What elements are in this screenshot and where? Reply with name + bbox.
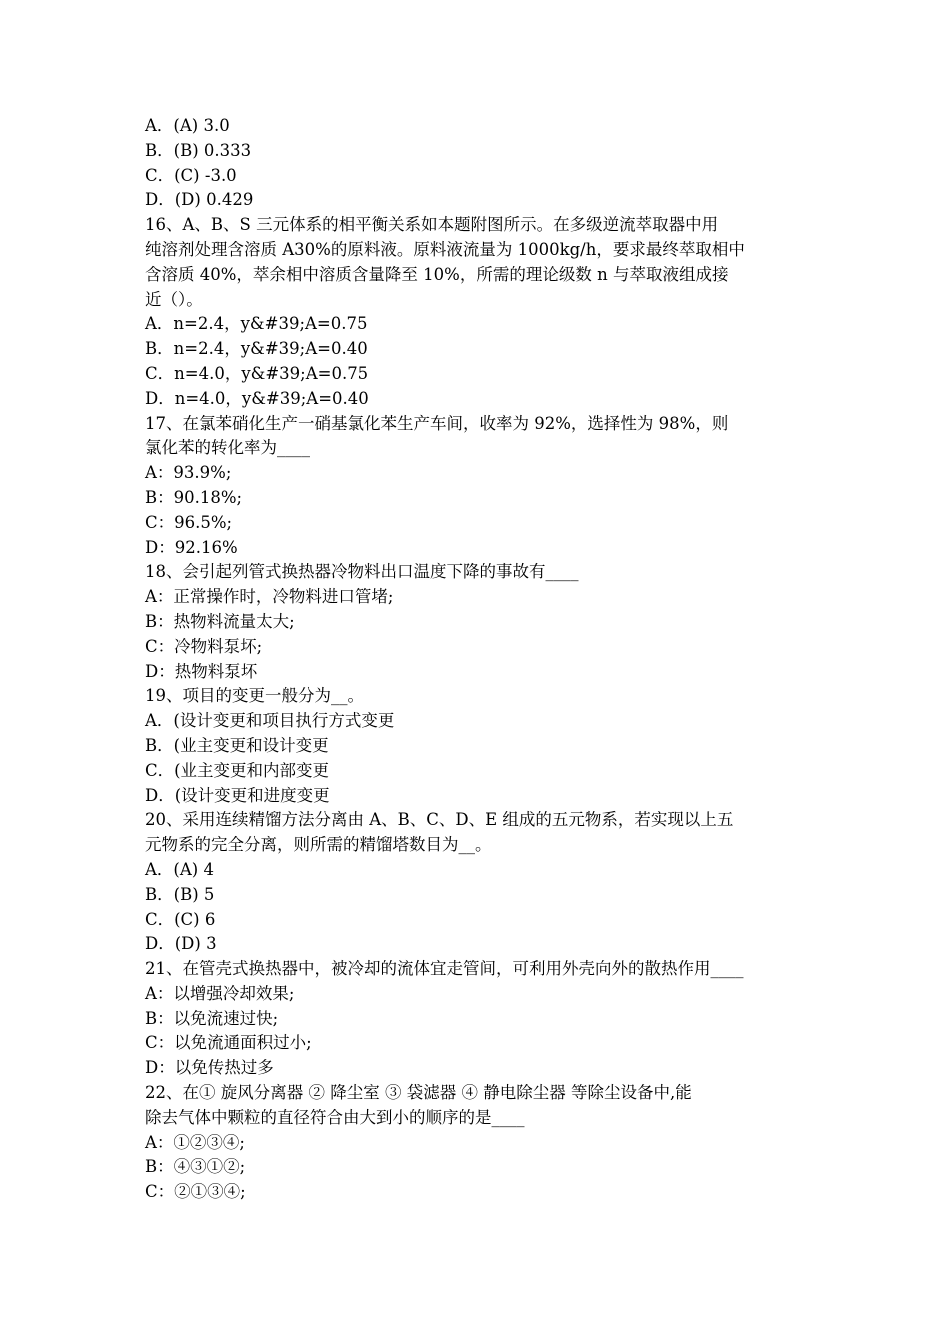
question-21: [145, 957, 807, 1081]
option-d: D．(D) 3: [145, 934, 217, 954]
question-stem-line: 20、采用连续精馏方法分离由 A、B、C、D、E 组成的五元物系，若实现以上五: [145, 810, 734, 830]
option-d: D．n=4.0，y&#39;A=0.40: [145, 388, 369, 408]
option-b: B：④③①②;: [145, 1157, 246, 1177]
question-list: [145, 114, 807, 1205]
question-22: [145, 1081, 807, 1205]
option-a: A：93.9%;: [145, 463, 232, 483]
option-b: B：以免流速过快;: [145, 1008, 279, 1028]
question-stem-line: 17、在氯苯硝化生产一硝基氯化苯生产车间，收率为 92%，选择性为 98%，则: [145, 413, 729, 433]
question-stem-line: 含溶质 40%，萃余相中溶质含量降至 10%，所需的理论级数 n 与萃取液组成接: [145, 264, 729, 284]
option-a: A．n=2.4，y&#39;A=0.75: [145, 314, 368, 334]
option-d: D：92.16%: [145, 537, 238, 557]
question-stem-line: 18、会引起列管式换热器冷物料出口温度下降的事故有____: [145, 562, 579, 582]
option-b: B．(B) 0.333: [145, 140, 252, 160]
option-d: D：以免传热过多: [145, 1058, 274, 1078]
option-b: B：热物料流量太大;: [145, 611, 295, 631]
question-stem-line: 16、A、B、S 三元体系的相平衡关系如本题附图所示。在多级逆流萃取器中用: [145, 215, 719, 235]
question-stem-line: 氯化苯的转化率为____: [145, 438, 310, 458]
option-c: C．(业主变更和内部变更: [145, 760, 330, 780]
question-stem-line: 19、项目的变更一般分为__。: [145, 686, 364, 706]
question-stem-line: 21、在管壳式换热器中，被冷却的流体宜走管间，可利用外壳向外的散热作用____: [145, 959, 744, 979]
option-b: B．(B) 5: [145, 884, 215, 904]
question-16: [145, 213, 807, 411]
option-a: A：以增强冷却效果;: [145, 983, 295, 1003]
question-stem-line: 纯溶剂处理含溶质 A30%的原料液。原料液流量为 1000kg/h，要求最终萃取相中: [145, 239, 745, 259]
question-19: [145, 684, 807, 808]
question-18: [145, 560, 807, 684]
question-stem-line: 除去气体中颗粒的直径符合由大到小的顺序的是____: [145, 1107, 525, 1127]
option-c: C：冷物料泵坏;: [145, 636, 263, 656]
option-a: A：正常操作时，冷物料进口管堵;: [145, 587, 394, 607]
option-c: C：②①③④;: [145, 1182, 246, 1202]
option-c: C．n=4.0，y&#39;A=0.75: [145, 363, 369, 383]
option-a: A：①②③④;: [145, 1132, 245, 1152]
question-stem-line: 近（）。: [145, 289, 203, 309]
question-stem-line: 22、在① 旋风分离器 ② 降尘室 ③ 袋滤器 ④ 静电除尘器 等除尘设备中,能: [145, 1083, 692, 1103]
option-c: C．(C) -3.0: [145, 165, 237, 185]
option-b: B．n=2.4，y&#39;A=0.40: [145, 339, 368, 359]
option-d: D．(D) 0.429: [145, 190, 254, 210]
question-15-options: [145, 114, 807, 213]
question-stem-line: 元物系的完全分离，则所需的精馏塔数目为__。: [145, 835, 492, 855]
option-d: D．(设计变更和进度变更: [145, 785, 330, 805]
option-b: B：90.18%;: [145, 487, 243, 507]
question-17: [145, 412, 807, 561]
option-c: C．(C) 6: [145, 909, 216, 929]
option-b: B．(业主变更和设计变更: [145, 735, 329, 755]
option-a: A．(A) 4: [145, 859, 214, 879]
option-d: D：热物料泵坏: [145, 661, 258, 681]
option-a: A．(设计变更和项目执行方式变更: [145, 711, 395, 731]
option-c: C：以免流通面积过小;: [145, 1033, 312, 1053]
question-20: [145, 808, 807, 957]
option-c: C：96.5%;: [145, 512, 233, 532]
option-a: A．(A) 3.0: [145, 116, 230, 135]
